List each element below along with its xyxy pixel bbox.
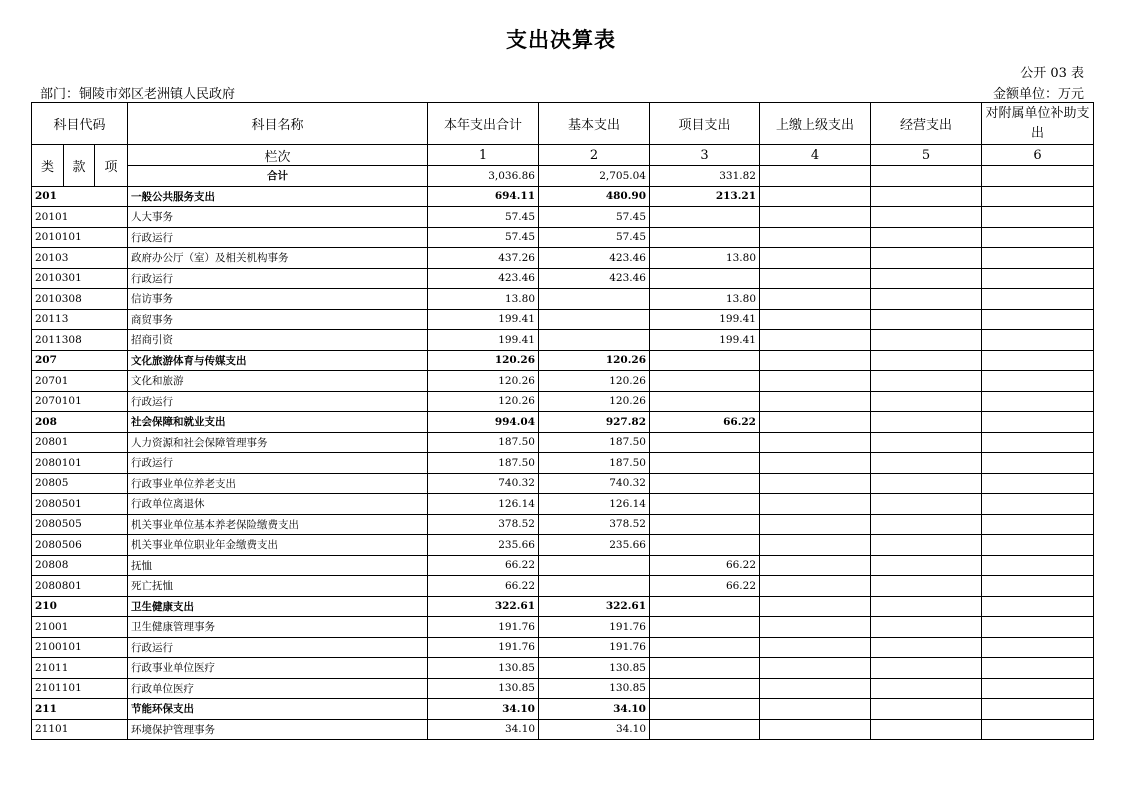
form-number: 公开 03 表 bbox=[1020, 66, 1084, 81]
subsidy-expenditure-cell bbox=[982, 535, 1094, 556]
project-expenditure-cell: 66.22 bbox=[650, 412, 760, 433]
project-expenditure-cell bbox=[650, 699, 760, 720]
business-expenditure-cell bbox=[871, 678, 982, 699]
upper-expenditure-cell bbox=[760, 555, 871, 576]
total-expenditure-cell: 199.41 bbox=[428, 330, 539, 351]
subsidy-expenditure-cell bbox=[982, 309, 1094, 330]
business-expenditure-cell bbox=[871, 576, 982, 597]
business-expenditure-cell bbox=[871, 309, 982, 330]
subject-name-cell: 政府办公厅（室）及相关机构事务 bbox=[128, 248, 428, 269]
upper-expenditure-cell bbox=[760, 658, 871, 679]
basic-expenditure-cell: 130.85 bbox=[539, 658, 650, 679]
total-expenditure-cell: 378.52 bbox=[428, 514, 539, 535]
header-business: 经营支出 bbox=[871, 103, 982, 145]
total-expenditure-cell: 187.50 bbox=[428, 432, 539, 453]
table-row bbox=[32, 699, 1094, 720]
subsidy-expenditure-cell bbox=[982, 473, 1094, 494]
total-label: 合计 bbox=[128, 166, 428, 187]
col-number-5: 5 bbox=[871, 145, 982, 166]
basic-expenditure-cell bbox=[539, 330, 650, 351]
table-row bbox=[32, 432, 1094, 453]
upper-expenditure-cell bbox=[760, 207, 871, 228]
subject-name-cell: 社会保障和就业支出 bbox=[128, 412, 428, 433]
project-expenditure-cell: 66.22 bbox=[650, 576, 760, 597]
table-row bbox=[32, 658, 1094, 679]
table-row bbox=[32, 535, 1094, 556]
table-row bbox=[32, 350, 1094, 371]
basic-expenditure-cell: 57.45 bbox=[539, 227, 650, 248]
header-project: 项目支出 bbox=[650, 103, 760, 145]
business-expenditure-cell bbox=[871, 227, 982, 248]
upper-expenditure-cell bbox=[760, 473, 871, 494]
total-expenditure-cell: 13.80 bbox=[428, 289, 539, 310]
basic-expenditure-cell bbox=[539, 289, 650, 310]
amount-unit-label: 金额单位：万元 bbox=[992, 87, 1084, 102]
subsidy-expenditure-cell bbox=[982, 391, 1094, 412]
total-expenditure-cell: 57.45 bbox=[428, 207, 539, 228]
project-expenditure-cell bbox=[650, 514, 760, 535]
header-code: 科目代码 bbox=[32, 103, 128, 145]
table-row bbox=[32, 371, 1094, 392]
upper-expenditure-cell bbox=[760, 719, 871, 740]
total-expenditure-cell: 694.11 bbox=[428, 186, 539, 207]
subsidy-expenditure-cell bbox=[982, 678, 1094, 699]
total-expenditure-cell: 322.61 bbox=[428, 596, 539, 617]
table-row bbox=[32, 514, 1094, 535]
basic-expenditure-cell: 927.82 bbox=[539, 412, 650, 433]
subject-name-cell: 行政单位离退休 bbox=[128, 494, 428, 515]
business-expenditure-cell bbox=[871, 473, 982, 494]
subject-code-cell: 2080501 bbox=[32, 494, 128, 515]
total-expenditure-cell: 120.26 bbox=[428, 391, 539, 412]
subject-name-cell: 死亡抚恤 bbox=[128, 576, 428, 597]
subsidy-expenditure-cell bbox=[982, 350, 1094, 371]
business-expenditure-cell bbox=[871, 330, 982, 351]
subject-code-cell: 207 bbox=[32, 350, 128, 371]
upper-expenditure-cell bbox=[760, 514, 871, 535]
basic-expenditure-cell: 740.32 bbox=[539, 473, 650, 494]
business-expenditure-cell bbox=[871, 371, 982, 392]
col-number-2: 2 bbox=[539, 145, 650, 166]
subject-code-cell: 2080801 bbox=[32, 576, 128, 597]
upper-expenditure-cell bbox=[760, 699, 871, 720]
table-row bbox=[32, 289, 1094, 310]
total-row bbox=[32, 166, 1094, 187]
subsidy-expenditure-cell bbox=[982, 330, 1094, 351]
total-cell: 3,036.86 bbox=[428, 166, 539, 187]
upper-expenditure-cell bbox=[760, 576, 871, 597]
header-total: 本年支出合计 bbox=[428, 103, 539, 145]
upper-expenditure-cell bbox=[760, 637, 871, 658]
project-expenditure-cell bbox=[650, 535, 760, 556]
subsidy-expenditure-cell bbox=[982, 699, 1094, 720]
department-label: 部门：铜陵市郊区老洲镇人民政府 bbox=[40, 87, 236, 102]
upper-expenditure-cell bbox=[760, 371, 871, 392]
table-row bbox=[32, 678, 1094, 699]
col-number-6: 6 bbox=[982, 145, 1094, 166]
total-subsidy-cell bbox=[982, 166, 1094, 187]
table-row bbox=[32, 494, 1094, 515]
business-expenditure-cell bbox=[871, 699, 982, 720]
business-expenditure-cell bbox=[871, 535, 982, 556]
subsidy-expenditure-cell bbox=[982, 576, 1094, 597]
project-expenditure-cell bbox=[650, 658, 760, 679]
project-expenditure-cell: 199.41 bbox=[650, 309, 760, 330]
subject-code-cell: 208 bbox=[32, 412, 128, 433]
table-row bbox=[32, 617, 1094, 638]
total-expenditure-cell: 120.26 bbox=[428, 371, 539, 392]
subsidy-expenditure-cell bbox=[982, 289, 1094, 310]
business-expenditure-cell bbox=[871, 412, 982, 433]
project-expenditure-cell bbox=[650, 268, 760, 289]
project-expenditure-cell bbox=[650, 719, 760, 740]
subsidy-expenditure-cell bbox=[982, 432, 1094, 453]
subject-code-cell: 2101101 bbox=[32, 678, 128, 699]
total-expenditure-cell: 126.14 bbox=[428, 494, 539, 515]
basic-expenditure-cell: 480.90 bbox=[539, 186, 650, 207]
project-expenditure-cell bbox=[650, 473, 760, 494]
subject-code-cell: 2010308 bbox=[32, 289, 128, 310]
upper-expenditure-cell bbox=[760, 617, 871, 638]
project-expenditure-cell: 13.80 bbox=[650, 248, 760, 269]
business-expenditure-cell bbox=[871, 637, 982, 658]
subject-name-cell: 一般公共服务支出 bbox=[128, 186, 428, 207]
table-row bbox=[32, 637, 1094, 658]
upper-expenditure-cell bbox=[760, 391, 871, 412]
project-expenditure-cell bbox=[650, 617, 760, 638]
table-row bbox=[32, 186, 1094, 207]
upper-expenditure-cell bbox=[760, 350, 871, 371]
subject-code-cell: 2070101 bbox=[32, 391, 128, 412]
subject-code-cell: 20701 bbox=[32, 371, 128, 392]
total-expenditure-cell: 120.26 bbox=[428, 350, 539, 371]
subsidy-expenditure-cell bbox=[982, 658, 1094, 679]
subject-name-cell: 节能环保支出 bbox=[128, 699, 428, 720]
total-business-cell bbox=[871, 166, 982, 187]
subject-name-cell: 卫生健康管理事务 bbox=[128, 617, 428, 638]
basic-expenditure-cell: 423.46 bbox=[539, 268, 650, 289]
business-expenditure-cell bbox=[871, 617, 982, 638]
header-xiang: 项 bbox=[95, 145, 128, 187]
project-expenditure-cell bbox=[650, 371, 760, 392]
basic-expenditure-cell: 187.50 bbox=[539, 432, 650, 453]
project-expenditure-cell bbox=[650, 678, 760, 699]
business-expenditure-cell bbox=[871, 268, 982, 289]
subject-code-cell: 211 bbox=[32, 699, 128, 720]
page-title: 支出决算表 bbox=[506, 27, 616, 52]
upper-expenditure-cell bbox=[760, 186, 871, 207]
total-expenditure-cell: 423.46 bbox=[428, 268, 539, 289]
total-expenditure-cell: 187.50 bbox=[428, 453, 539, 474]
subject-code-cell: 2011308 bbox=[32, 330, 128, 351]
total-expenditure-cell: 57.45 bbox=[428, 227, 539, 248]
project-expenditure-cell bbox=[650, 453, 760, 474]
subject-code-cell: 210 bbox=[32, 596, 128, 617]
subject-code-cell: 21011 bbox=[32, 658, 128, 679]
header-row bbox=[32, 103, 1094, 145]
basic-expenditure-cell: 235.66 bbox=[539, 535, 650, 556]
subject-code-cell: 2010301 bbox=[32, 268, 128, 289]
subject-code-cell: 21001 bbox=[32, 617, 128, 638]
table-row bbox=[32, 473, 1094, 494]
subsidy-expenditure-cell bbox=[982, 227, 1094, 248]
total-expenditure-cell: 130.85 bbox=[428, 658, 539, 679]
project-expenditure-cell: 66.22 bbox=[650, 555, 760, 576]
table-row bbox=[32, 268, 1094, 289]
subject-code-cell: 20103 bbox=[32, 248, 128, 269]
subject-name-cell: 招商引资 bbox=[128, 330, 428, 351]
project-expenditure-cell: 213.21 bbox=[650, 186, 760, 207]
project-expenditure-cell bbox=[650, 637, 760, 658]
subject-name-cell: 信访事务 bbox=[128, 289, 428, 310]
project-expenditure-cell bbox=[650, 207, 760, 228]
subject-name-cell: 人力资源和社会保障管理事务 bbox=[128, 432, 428, 453]
subject-name-cell: 机关事业单位职业年金缴费支出 bbox=[128, 535, 428, 556]
upper-expenditure-cell bbox=[760, 432, 871, 453]
total-expenditure-cell: 130.85 bbox=[428, 678, 539, 699]
table-row bbox=[32, 719, 1094, 740]
subject-name-cell: 行政运行 bbox=[128, 227, 428, 248]
basic-expenditure-cell: 120.26 bbox=[539, 350, 650, 371]
business-expenditure-cell bbox=[871, 555, 982, 576]
upper-expenditure-cell bbox=[760, 535, 871, 556]
subsidy-expenditure-cell bbox=[982, 268, 1094, 289]
upper-expenditure-cell bbox=[760, 494, 871, 515]
total-expenditure-cell: 66.22 bbox=[428, 576, 539, 597]
table-row bbox=[32, 330, 1094, 351]
basic-expenditure-cell: 130.85 bbox=[539, 678, 650, 699]
header-lanci: 栏次 bbox=[128, 145, 428, 166]
basic-expenditure-cell: 423.46 bbox=[539, 248, 650, 269]
project-expenditure-cell: 13.80 bbox=[650, 289, 760, 310]
subsidy-expenditure-cell bbox=[982, 248, 1094, 269]
project-expenditure-cell bbox=[650, 227, 760, 248]
subject-code-cell: 201 bbox=[32, 186, 128, 207]
subject-code-cell: 2080505 bbox=[32, 514, 128, 535]
subsidy-expenditure-cell bbox=[982, 207, 1094, 228]
subject-name-cell: 人大事务 bbox=[128, 207, 428, 228]
subject-code-cell: 21101 bbox=[32, 719, 128, 740]
basic-expenditure-cell: 187.50 bbox=[539, 453, 650, 474]
subject-code-cell: 2080506 bbox=[32, 535, 128, 556]
business-expenditure-cell bbox=[871, 432, 982, 453]
table-row bbox=[32, 391, 1094, 412]
subject-code-cell: 20808 bbox=[32, 555, 128, 576]
expenditure-table bbox=[31, 102, 1094, 740]
basic-expenditure-cell: 191.76 bbox=[539, 617, 650, 638]
subject-name-cell: 行政事业单位养老支出 bbox=[128, 473, 428, 494]
subsidy-expenditure-cell bbox=[982, 617, 1094, 638]
business-expenditure-cell bbox=[871, 514, 982, 535]
total-expenditure-cell: 191.76 bbox=[428, 617, 539, 638]
total-basic-cell: 2,705.04 bbox=[539, 166, 650, 187]
business-expenditure-cell bbox=[871, 350, 982, 371]
upper-expenditure-cell bbox=[760, 289, 871, 310]
business-expenditure-cell bbox=[871, 207, 982, 228]
total-expenditure-cell: 191.76 bbox=[428, 637, 539, 658]
subsidy-expenditure-cell bbox=[982, 555, 1094, 576]
upper-expenditure-cell bbox=[760, 453, 871, 474]
subject-code-cell: 2100101 bbox=[32, 637, 128, 658]
upper-expenditure-cell bbox=[760, 330, 871, 351]
business-expenditure-cell bbox=[871, 186, 982, 207]
business-expenditure-cell bbox=[871, 719, 982, 740]
upper-expenditure-cell bbox=[760, 268, 871, 289]
total-project-cell: 331.82 bbox=[650, 166, 760, 187]
table-row bbox=[32, 412, 1094, 433]
total-expenditure-cell: 34.10 bbox=[428, 719, 539, 740]
total-expenditure-cell: 66.22 bbox=[428, 555, 539, 576]
business-expenditure-cell bbox=[871, 658, 982, 679]
business-expenditure-cell bbox=[871, 596, 982, 617]
business-expenditure-cell bbox=[871, 289, 982, 310]
table-row bbox=[32, 576, 1094, 597]
table-row bbox=[32, 207, 1094, 228]
subsidy-expenditure-cell bbox=[982, 596, 1094, 617]
basic-expenditure-cell bbox=[539, 555, 650, 576]
subject-code-cell: 20805 bbox=[32, 473, 128, 494]
subsidy-expenditure-cell bbox=[982, 637, 1094, 658]
subsidy-expenditure-cell bbox=[982, 412, 1094, 433]
basic-expenditure-cell: 120.26 bbox=[539, 371, 650, 392]
basic-expenditure-cell: 57.45 bbox=[539, 207, 650, 228]
total-expenditure-cell: 994.04 bbox=[428, 412, 539, 433]
subsidy-expenditure-cell bbox=[982, 514, 1094, 535]
project-expenditure-cell bbox=[650, 432, 760, 453]
subject-name-cell: 行政运行 bbox=[128, 391, 428, 412]
header-kuan: 款 bbox=[64, 145, 95, 187]
subject-name-cell: 抚恤 bbox=[128, 555, 428, 576]
subject-code-cell: 20113 bbox=[32, 309, 128, 330]
project-expenditure-cell: 199.41 bbox=[650, 330, 760, 351]
subject-code-cell: 2010101 bbox=[32, 227, 128, 248]
upper-expenditure-cell bbox=[760, 309, 871, 330]
subject-name-cell: 文化旅游体育与传媒支出 bbox=[128, 350, 428, 371]
table-row bbox=[32, 453, 1094, 474]
subsidy-expenditure-cell bbox=[982, 453, 1094, 474]
subject-name-cell: 行政运行 bbox=[128, 453, 428, 474]
basic-expenditure-cell: 378.52 bbox=[539, 514, 650, 535]
subject-name-cell: 机关事业单位基本养老保险缴费支出 bbox=[128, 514, 428, 535]
table-row bbox=[32, 227, 1094, 248]
subject-name-cell: 行政单位医疗 bbox=[128, 678, 428, 699]
table-row bbox=[32, 309, 1094, 330]
basic-expenditure-cell: 191.76 bbox=[539, 637, 650, 658]
header-subsidy: 对附属单位补助支出 bbox=[982, 103, 1094, 145]
subject-name-cell: 卫生健康支出 bbox=[128, 596, 428, 617]
upper-expenditure-cell bbox=[760, 678, 871, 699]
total-expenditure-cell: 437.26 bbox=[428, 248, 539, 269]
subject-code-cell: 20101 bbox=[32, 207, 128, 228]
subject-name-cell: 行政运行 bbox=[128, 637, 428, 658]
subject-name-cell: 行政运行 bbox=[128, 268, 428, 289]
header-lei: 类 bbox=[32, 145, 64, 187]
basic-expenditure-cell: 34.10 bbox=[539, 699, 650, 720]
col-number-3: 3 bbox=[650, 145, 760, 166]
project-expenditure-cell bbox=[650, 596, 760, 617]
project-expenditure-cell bbox=[650, 391, 760, 412]
business-expenditure-cell bbox=[871, 248, 982, 269]
upper-expenditure-cell bbox=[760, 412, 871, 433]
table-row bbox=[32, 248, 1094, 269]
total-expenditure-cell: 34.10 bbox=[428, 699, 539, 720]
basic-expenditure-cell: 120.26 bbox=[539, 391, 650, 412]
col-number-4: 4 bbox=[760, 145, 871, 166]
table-row bbox=[32, 555, 1094, 576]
project-expenditure-cell bbox=[650, 494, 760, 515]
subsidy-expenditure-cell bbox=[982, 186, 1094, 207]
subject-code-cell: 2080101 bbox=[32, 453, 128, 474]
upper-expenditure-cell bbox=[760, 248, 871, 269]
basic-expenditure-cell: 34.10 bbox=[539, 719, 650, 740]
subsidy-expenditure-cell bbox=[982, 494, 1094, 515]
project-expenditure-cell bbox=[650, 350, 760, 371]
business-expenditure-cell bbox=[871, 391, 982, 412]
header-name: 科目名称 bbox=[128, 103, 428, 145]
col-number-1: 1 bbox=[428, 145, 539, 166]
total-expenditure-cell: 235.66 bbox=[428, 535, 539, 556]
total-expenditure-cell: 199.41 bbox=[428, 309, 539, 330]
subject-code-cell: 20801 bbox=[32, 432, 128, 453]
business-expenditure-cell bbox=[871, 494, 982, 515]
basic-expenditure-cell bbox=[539, 309, 650, 330]
upper-expenditure-cell bbox=[760, 596, 871, 617]
table-row bbox=[32, 596, 1094, 617]
subsidy-expenditure-cell bbox=[982, 719, 1094, 740]
basic-expenditure-cell bbox=[539, 576, 650, 597]
total-expenditure-cell: 740.32 bbox=[428, 473, 539, 494]
header-upper: 上缴上级支出 bbox=[760, 103, 871, 145]
subsidy-expenditure-cell bbox=[982, 371, 1094, 392]
column-number-row bbox=[32, 145, 1094, 166]
business-expenditure-cell bbox=[871, 453, 982, 474]
subject-name-cell: 文化和旅游 bbox=[128, 371, 428, 392]
basic-expenditure-cell: 126.14 bbox=[539, 494, 650, 515]
header-basic: 基本支出 bbox=[539, 103, 650, 145]
subject-name-cell: 商贸事务 bbox=[128, 309, 428, 330]
subject-name-cell: 环境保护管理事务 bbox=[128, 719, 428, 740]
total-upper-cell bbox=[760, 166, 871, 187]
subject-name-cell: 行政事业单位医疗 bbox=[128, 658, 428, 679]
basic-expenditure-cell: 322.61 bbox=[539, 596, 650, 617]
upper-expenditure-cell bbox=[760, 227, 871, 248]
